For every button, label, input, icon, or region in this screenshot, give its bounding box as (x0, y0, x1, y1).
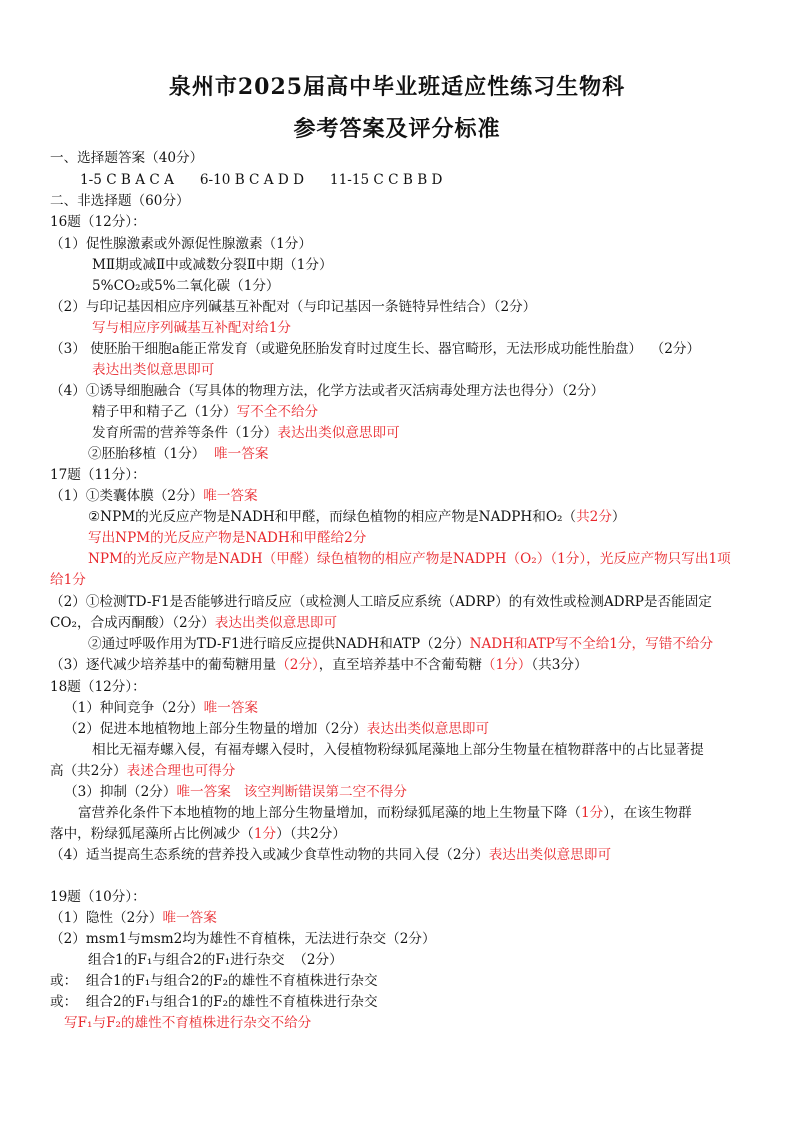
answer-line (50, 909, 217, 927)
answer-line (50, 678, 146, 696)
answer-line (50, 340, 700, 358)
answer-text: 17题（11分）： (50, 467, 146, 483)
answer-line (50, 846, 611, 864)
answer-text: 精子甲和精子乙（1分） (92, 404, 237, 420)
grading-note: 给1分 (50, 572, 86, 588)
answer-text: （2）msm1与msm2均为雄性不育植株，无法进行杂交（2分） (50, 931, 436, 947)
grading-note: 唯一答案 (203, 700, 259, 716)
answer-text: （共3分） (531, 657, 588, 673)
answer-text: 相比无福寿螺入侵，有福寿螺入侵时，入侵植物粉绿狐尾藻地上部分生物量在植物群落中的占比显著提 (92, 742, 704, 758)
document-title: 泉州市2025届高中毕业班适应性练习生物科 (168, 74, 626, 100)
answer-line (64, 720, 489, 738)
answer-line (80, 171, 442, 189)
grading-note: 表达出类似意思即可 (488, 847, 612, 863)
answer-text: （1）促性腺激素或外源促性腺激素（1分） (50, 236, 312, 252)
answer-line (50, 888, 146, 906)
grading-note: NADH和ATP写不全给1分，写错不给分 (469, 636, 714, 652)
answer-line (64, 1014, 311, 1032)
grading-note: 表达出类似意思即可 (214, 615, 338, 631)
answer-line (92, 424, 400, 442)
grading-note: 写不全不给分 (236, 404, 319, 420)
document-subtitle: 参考答案及评分标准 (293, 116, 501, 142)
answer-line (50, 149, 203, 167)
answer-line (88, 635, 713, 653)
answer-text: （4）适当提高生态系统的营养投入或减少食草性动物的共同入侵（2分） (50, 847, 489, 863)
answer-text: MⅡ期或减Ⅱ中或减数分裂Ⅱ中期（1分） (92, 257, 333, 273)
answer-line (88, 951, 343, 969)
grading-note: 共2分 (576, 509, 612, 525)
answer-text: （3）抑制（2分） (64, 784, 177, 800)
answer-text: ）（共2分） (276, 826, 346, 842)
answer-line (88, 550, 731, 568)
answer-text: 高（共2分） (50, 763, 127, 779)
answer-text: 二、非选择题（60分） (50, 193, 190, 209)
answer-text: ②通过呼吸作用为TD-F1进行暗反应提供NADH和ATP（2分） (88, 636, 470, 652)
answer-line (92, 403, 318, 421)
answer-text: 落中，粉绿狐尾藻所占比例减少（ (50, 826, 254, 842)
answer-line (50, 614, 337, 632)
answer-line (50, 298, 536, 316)
answer-text: 16题（12分）： (50, 214, 146, 230)
answer-line (50, 213, 146, 231)
answer-line (50, 192, 190, 210)
answer-line (50, 762, 235, 780)
grading-note: 唯一答案 (214, 446, 269, 462)
answer-text: （4）①诱导细胞融合（写具体的物理方法，化学方法或者灭活病毒处理方法也得分）（2分） (50, 383, 605, 399)
grading-note: 表述合理也可得分 (126, 763, 236, 779)
grading-note: 表达出类似意思即可 (366, 721, 490, 737)
answer-text: 一、选择题答案（40分） (50, 150, 204, 166)
answer-text: 或： 组合2的F₁与组合1的F₂的雄性不育植株进行杂交 (50, 994, 378, 1010)
answer-text: （1）①类囊体膜（2分） (50, 488, 204, 504)
answer-text: ②胚胎移植（1分） (88, 446, 215, 462)
answer-text: （1）种间竞争（2分） (64, 700, 204, 716)
grading-note: 1分 (580, 805, 604, 821)
grading-note: 写F₁与F₂的雄性不育植株进行杂交不给分 (64, 1015, 312, 1031)
grading-note: （2分） (276, 657, 319, 673)
answer-line (50, 825, 346, 843)
answer-line (92, 319, 291, 337)
grading-note: 写与相应序列碱基互补配对给1分 (92, 320, 291, 336)
answer-line (92, 361, 214, 379)
answer-text: ②NPM的光反应产物是NADH和甲醛，而绿色植物的相应产物是NADPH和O₂（ (88, 509, 577, 525)
answer-text: （2）与印记基因相应序列碱基互补配对（与印记基因一条链特异性结合）（2分） (50, 299, 537, 315)
grading-note: 唯一答案 (162, 910, 217, 926)
answer-text: ），在该生物群 (603, 805, 692, 821)
answer-line (64, 699, 258, 717)
answer-line (78, 804, 692, 822)
answer-text: 或： 组合1的F₁与组合2的F₂的雄性不育植株进行杂交 (50, 973, 378, 989)
answer-text: 富营养化条件下本地植物的地上部分生物量增加，而粉绿狐尾藻的地上生物量下降（ (78, 805, 581, 821)
answer-line (88, 445, 268, 463)
grading-note: 1分 (253, 826, 277, 842)
answer-line (50, 993, 378, 1011)
answer-line (92, 256, 333, 274)
grading-note: 唯一答案 该空判断错误第二空不得分 (176, 784, 407, 800)
answer-line (50, 466, 146, 484)
grading-note: NPM的光反应产物是NADH（甲醛）绿色植物的相应产物是NADPH（O₂）（1分），光反应产物只写出1项 (88, 551, 731, 567)
grading-note: 唯一答案 (203, 488, 258, 504)
grading-note: 写出NPM的光反应产物是NADH和甲醛给2分 (88, 530, 367, 546)
answer-text: CO₂，合成丙酮酸）（2分） (50, 615, 215, 631)
answer-text: ，直至培养基中不含葡萄糖 (318, 657, 482, 673)
answer-line (50, 972, 378, 990)
answer-line (50, 571, 86, 589)
answer-text: 1-5 C B A C A 6-10 B C A D D 11-15 C C B B D (80, 172, 443, 188)
answer-text: （3）逐代减少培养基中的葡萄糖用量 (50, 657, 277, 673)
answer-text: 18题（12分）： (50, 679, 146, 695)
grading-note: 表达出类似意思即可 (277, 425, 400, 441)
answer-line (50, 382, 604, 400)
answer-line (50, 235, 312, 253)
answer-line (64, 783, 407, 801)
answer-text: （2）促进本地植物地上部分生物量的增加（2分） (64, 721, 367, 737)
grading-note: （1分） (481, 657, 532, 673)
answer-text: 5%CO₂或5%二氧化碳（1分） (92, 278, 280, 294)
answer-text: 19题（10分）： (50, 889, 146, 905)
answer-text: 发育所需的营养等条件（1分） (92, 425, 278, 441)
answer-text: ） (611, 509, 626, 525)
answer-line (88, 508, 626, 526)
answer-line (92, 277, 280, 295)
answer-line (50, 487, 258, 505)
answer-line (50, 656, 588, 674)
answer-text: 组合1的F₁与组合2的F₁进行杂交 （2分） (88, 952, 343, 968)
answer-text: （1）隐性（2分） (50, 910, 163, 926)
grading-note: 表达出类似意思即可 (92, 362, 215, 378)
answer-line (50, 930, 436, 948)
answer-line (92, 741, 704, 759)
answer-text: （2）①检测TD-F1是否能够进行暗反应（或检测人工暗反应系统（ADRP）的有效性或检测ADRP是否能固定 (50, 594, 712, 610)
answer-line (50, 593, 712, 611)
answer-text: （3） 使胚胎干细胞a能正常发育（或避免胚胎发育时过度生长、器官畸形，无法形成功能性胎盘） （2分） (50, 341, 701, 357)
answer-line (88, 529, 366, 547)
